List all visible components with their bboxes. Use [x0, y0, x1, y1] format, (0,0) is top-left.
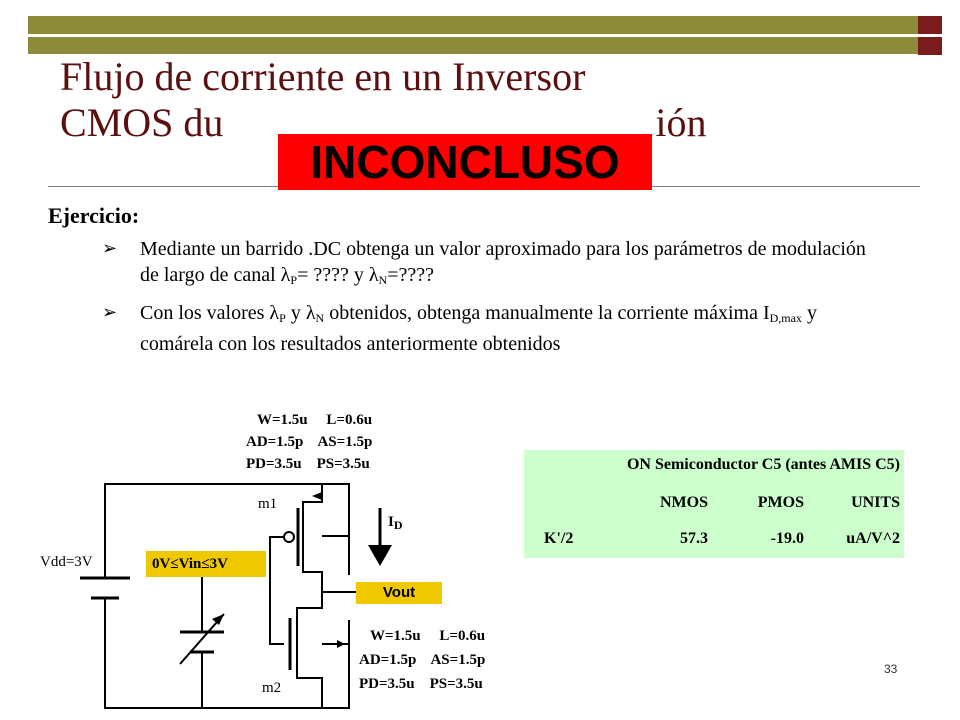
cell-nmos: 57.3 [680, 530, 708, 547]
id-max-subscript: D,max [769, 311, 802, 325]
m1-label: m1 [258, 496, 278, 512]
table-title-row [524, 456, 904, 482]
table-data-row [524, 530, 904, 556]
nmos-param-row-1: W=1.5u L=0.6u [370, 628, 486, 644]
id-arrow-head [368, 545, 392, 566]
lambda-n-subscript: N [378, 273, 388, 287]
header-pmos: PMOS [757, 494, 804, 511]
bullet-1-part-c: =???? [387, 264, 435, 286]
vout-label: Vout [356, 582, 442, 604]
vdd-label: Vdd=3V [40, 554, 93, 570]
inconcluso-stamp: INCONCLUSO [278, 134, 652, 190]
bullet-1-part-b: = ???? y λ [297, 264, 379, 286]
lambda-p-subscript: P [279, 311, 286, 325]
header-nmos: NMOS [660, 494, 708, 511]
ground-wire [105, 598, 349, 708]
bullet-1-part-a: Mediante un barrido .DC obtenga un valor aproximado para los parámetros de modulación de largo de canal λ [140, 238, 866, 286]
nmos-param-row-2: AD=1.5p AS=1.5p [359, 652, 486, 668]
nmos-channel-wire [297, 575, 322, 708]
arrow-bullet-icon: ➢ [102, 238, 118, 259]
cell-param: K'/2 [544, 530, 574, 547]
bullet-2-part-b: y λ [285, 302, 316, 324]
id-subscript: D [393, 518, 403, 532]
cell-pmos: -19.0 [770, 530, 804, 547]
gate-connection-wire [270, 537, 284, 644]
vin-label: 0V≤Vin≤3V [146, 551, 266, 577]
bullet-2-part-a: Con los valores λ [140, 302, 280, 324]
title-line-2-end: ión [655, 100, 707, 145]
pmos-param-row-3: PD=3.5u PS=3.5u [246, 456, 370, 472]
pmos-arrow [312, 492, 322, 500]
id-letter: I [388, 514, 394, 530]
title-line-2-start: CMOS du [60, 100, 224, 145]
lambda-p-subscript: P [290, 273, 298, 287]
exercise-heading: Ejercicio: [48, 203, 140, 228]
table-header-row [524, 494, 904, 520]
bullet-2-part-c: obtenidos, obtenga manualmente la corriente máxima I [324, 302, 770, 324]
bullet-2-part-d: y comárela con los resultados anteriormente obtenidos [140, 302, 817, 355]
cell-units: uA/V^2 [846, 530, 900, 547]
header-units: UNITS [851, 494, 900, 511]
pmos-gate-bubble [284, 532, 294, 542]
title-line-1: Flujo de corriente en un Inversor [60, 54, 586, 99]
arrow-bullet-icon: ➢ [102, 302, 118, 323]
table-title: ON Semiconductor C5 (antes AMIS C5) [626, 456, 900, 473]
process-table [524, 450, 904, 558]
pmos-param-row-1: W=1.5u L=0.6u [257, 412, 373, 428]
lambda-n-subscript: N [315, 311, 325, 325]
id-label [388, 514, 403, 533]
variable-arrow-head [212, 614, 224, 625]
nmos-arrow [337, 640, 345, 648]
pmos-param-row-2: AD=1.5p AS=1.5p [246, 434, 373, 450]
nmos-param-row-3: PD=3.5u PS=3.5u [359, 676, 483, 692]
m2-label: m2 [262, 680, 282, 696]
page-number: 33 [884, 662, 898, 676]
